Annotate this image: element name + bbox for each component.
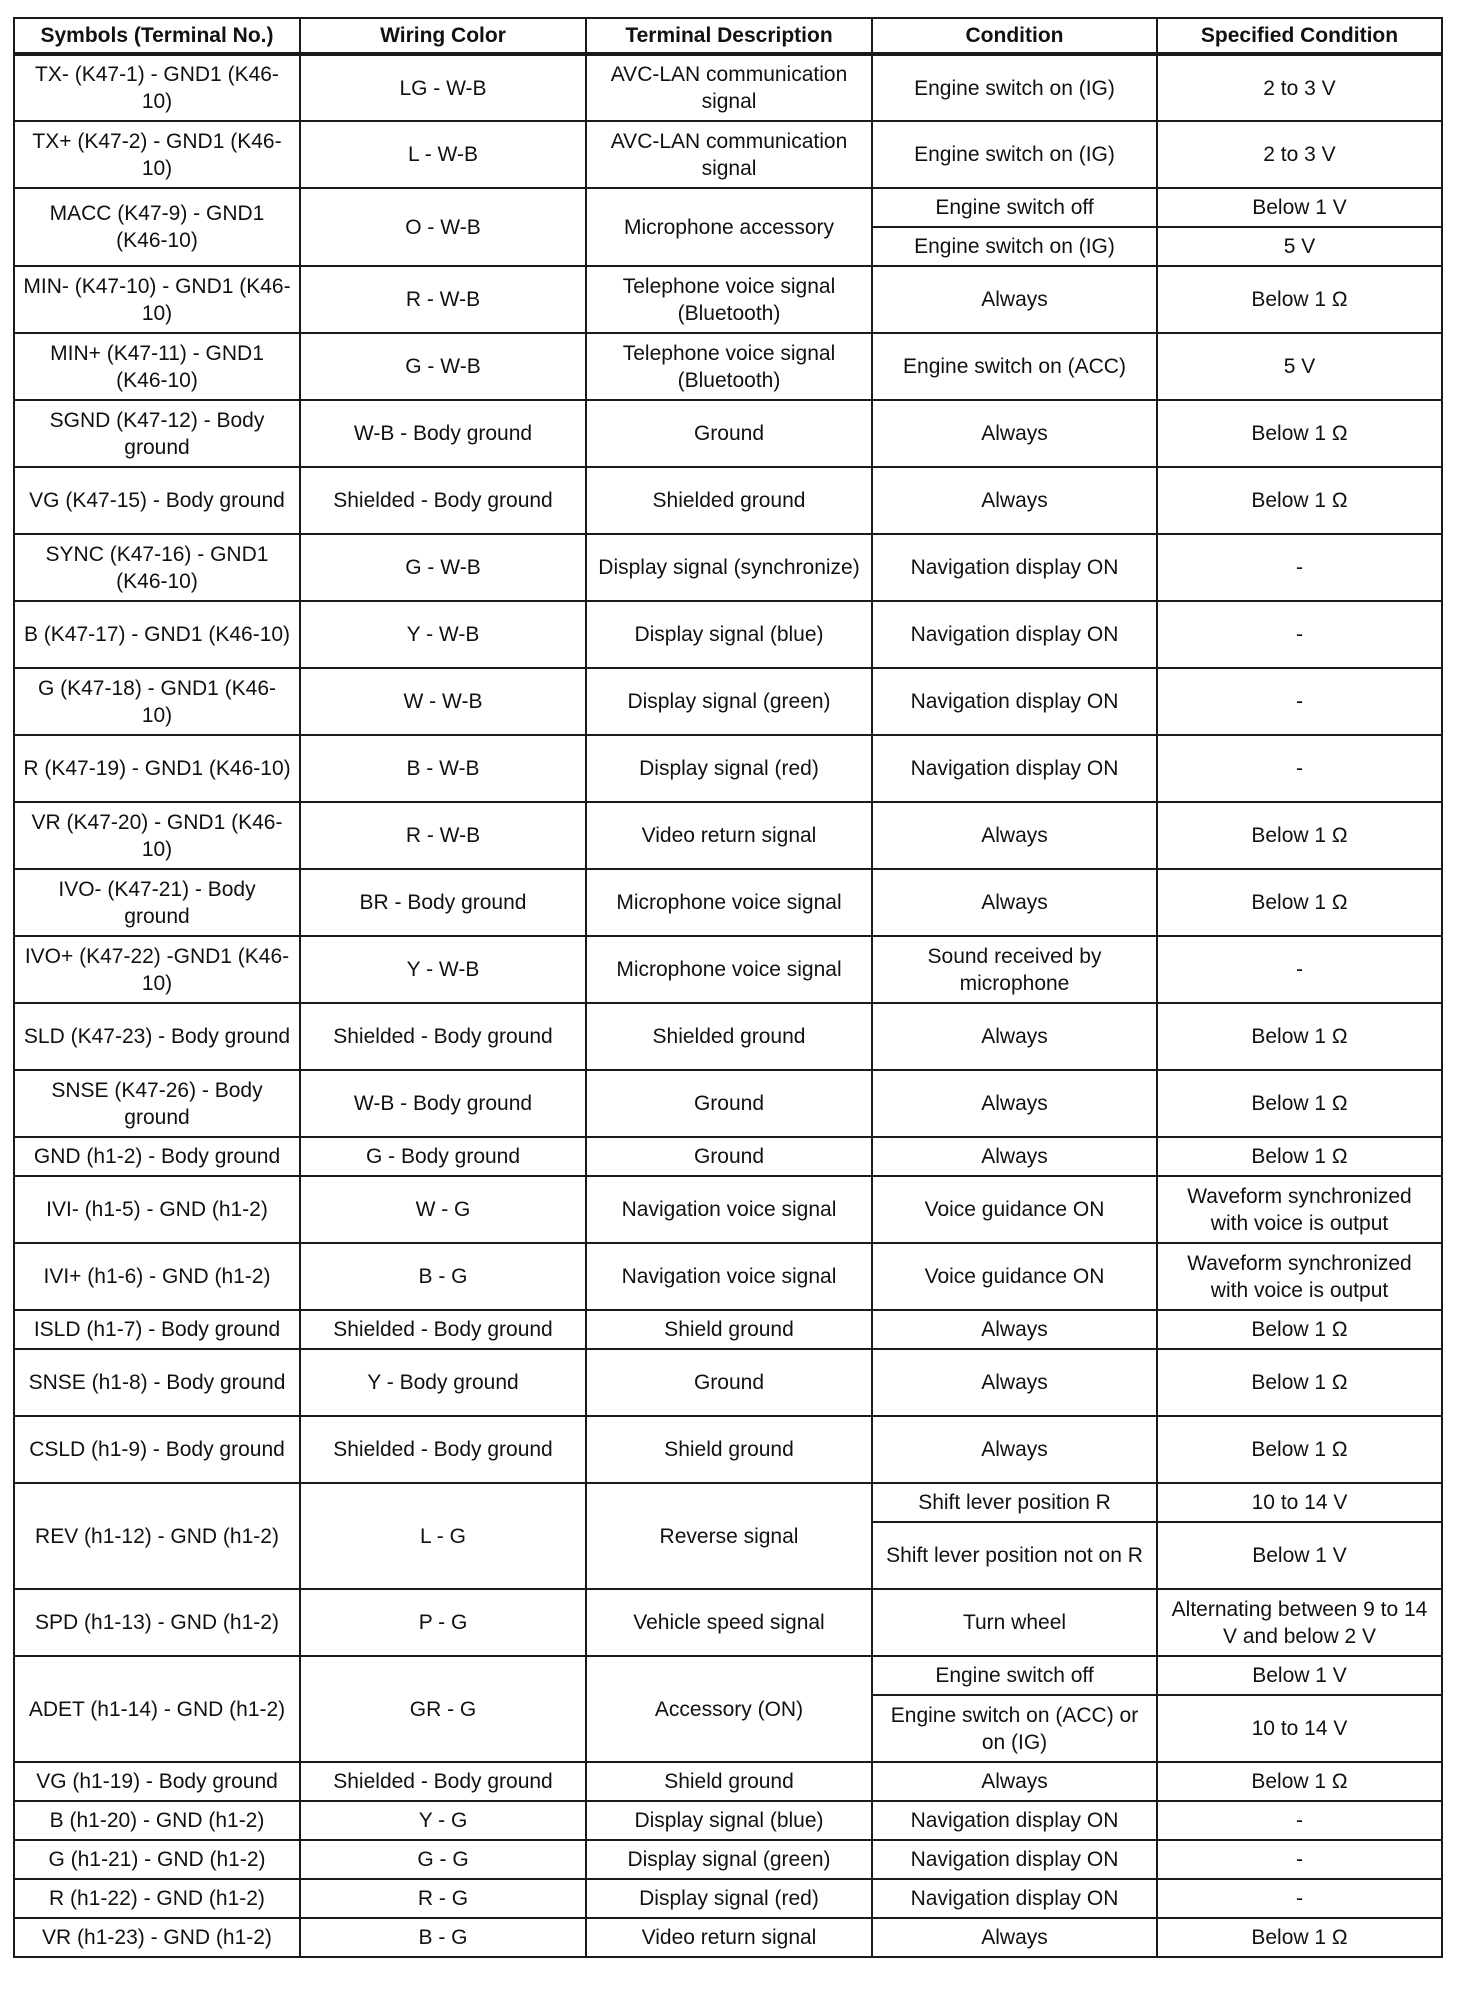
condition-cell: Navigation display ON	[872, 1879, 1157, 1918]
symbol-cell: ISLD (h1-7) - Body ground	[14, 1310, 300, 1349]
symbol-cell: VG (K47-15) - Body ground	[14, 467, 300, 534]
condition-cell: Voice guidance ON	[872, 1176, 1157, 1243]
condition-cell: Navigation display ON	[872, 1840, 1157, 1879]
terminal-description-cell: Video return signal	[586, 802, 872, 869]
symbol-cell: G (h1-21) - GND (h1-2)	[14, 1840, 300, 1879]
symbol-cell: REV (h1-12) - GND (h1-2)	[14, 1483, 300, 1589]
wiring-color-cell: Y - W-B	[300, 936, 586, 1003]
specified-condition-cell: Below 1 V	[1157, 1522, 1442, 1589]
terminal-description-cell: Ground	[586, 1349, 872, 1416]
condition-cell: Turn wheel	[872, 1589, 1157, 1656]
symbol-cell: SPD (h1-13) - GND (h1-2)	[14, 1589, 300, 1656]
specified-condition-cell: Waveform synchronized with voice is output	[1157, 1243, 1442, 1310]
table-row	[14, 1003, 1442, 1070]
table-row	[14, 1310, 1442, 1349]
header-wiring-color: Wiring Color	[300, 18, 586, 54]
table-row	[14, 936, 1442, 1003]
specified-condition-cell: 5 V	[1157, 333, 1442, 400]
wiring-color-cell: G - Body ground	[300, 1137, 586, 1176]
terminal-description-cell: Display signal (green)	[586, 1840, 872, 1879]
wiring-color-cell: R - G	[300, 1879, 586, 1918]
symbol-cell: SYNC (K47-16) - GND1 (K46-10)	[14, 534, 300, 601]
condition-cell: Always	[872, 802, 1157, 869]
specified-condition-cell: Below 1 V	[1157, 1656, 1442, 1695]
condition-cell: Navigation display ON	[872, 735, 1157, 802]
table-row	[14, 735, 1442, 802]
wiring-color-cell: Y - W-B	[300, 601, 586, 668]
terminal-description-cell: Display signal (blue)	[586, 1801, 872, 1840]
specified-condition-cell: Waveform synchronized with voice is output	[1157, 1176, 1442, 1243]
specified-condition-cell: 2 to 3 V	[1157, 54, 1442, 121]
wiring-color-cell: B - W-B	[300, 735, 586, 802]
specified-condition-cell: Below 1 V	[1157, 188, 1442, 227]
wiring-color-cell: Shielded - Body ground	[300, 467, 586, 534]
terminal-description-cell: Shield ground	[586, 1762, 872, 1801]
table-row	[14, 802, 1442, 869]
condition-cell: Always	[872, 869, 1157, 936]
condition-cell: Always	[872, 1762, 1157, 1801]
specified-condition-cell: Below 1 Ω	[1157, 1416, 1442, 1483]
header-row	[14, 18, 1442, 54]
terminal-description-cell: Shielded ground	[586, 467, 872, 534]
symbol-cell: VR (h1-23) - GND (h1-2)	[14, 1918, 300, 1957]
wiring-color-cell: W - G	[300, 1176, 586, 1243]
symbol-cell: MIN- (K47-10) - GND1 (K46-10)	[14, 266, 300, 333]
specified-condition-cell: Below 1 Ω	[1157, 869, 1442, 936]
specified-condition-cell: -	[1157, 601, 1442, 668]
specified-condition-cell: Below 1 Ω	[1157, 1003, 1442, 1070]
specified-condition-cell: Below 1 Ω	[1157, 1918, 1442, 1957]
condition-cell: Navigation display ON	[872, 668, 1157, 735]
symbol-cell: G (K47-18) - GND1 (K46-10)	[14, 668, 300, 735]
table-row	[14, 1349, 1442, 1416]
table-row	[14, 1070, 1442, 1137]
terminal-description-cell: Ground	[586, 1070, 872, 1137]
condition-cell: Always	[872, 1918, 1157, 1957]
specified-condition-cell: -	[1157, 735, 1442, 802]
specified-condition-cell: Alternating between 9 to 14 V and below 2 V	[1157, 1589, 1442, 1656]
terminal-description-cell: Microphone voice signal	[586, 869, 872, 936]
wiring-color-cell: R - W-B	[300, 266, 586, 333]
condition-cell: Always	[872, 1416, 1157, 1483]
specified-condition-cell: -	[1157, 668, 1442, 735]
terminal-description-cell: Shield ground	[586, 1416, 872, 1483]
table-row	[14, 1416, 1442, 1483]
wiring-color-cell: Shielded - Body ground	[300, 1310, 586, 1349]
wiring-color-cell: Y - Body ground	[300, 1349, 586, 1416]
symbol-cell: GND (h1-2) - Body ground	[14, 1137, 300, 1176]
terminal-description-cell: Ground	[586, 400, 872, 467]
condition-cell: Always	[872, 1349, 1157, 1416]
wiring-color-cell: B - G	[300, 1918, 586, 1957]
wiring-color-cell: W - W-B	[300, 668, 586, 735]
specified-condition-cell: Below 1 Ω	[1157, 1762, 1442, 1801]
specified-condition-cell: -	[1157, 1840, 1442, 1879]
condition-cell: Engine switch on (IG)	[872, 227, 1157, 266]
table-row	[14, 601, 1442, 668]
wiring-color-cell: G - G	[300, 1840, 586, 1879]
table-row	[14, 1918, 1442, 1957]
specified-condition-cell: Below 1 Ω	[1157, 400, 1442, 467]
wiring-color-cell: P - G	[300, 1589, 586, 1656]
condition-cell: Navigation display ON	[872, 534, 1157, 601]
table-row	[14, 121, 1442, 188]
terminal-description-cell: Microphone voice signal	[586, 936, 872, 1003]
condition-cell: Always	[872, 467, 1157, 534]
table-row	[14, 1801, 1442, 1840]
wiring-color-cell: R - W-B	[300, 802, 586, 869]
condition-cell: Always	[872, 400, 1157, 467]
wiring-color-cell: GR - G	[300, 1656, 586, 1762]
specified-condition-cell: Below 1 Ω	[1157, 1070, 1442, 1137]
wiring-color-cell: Shielded - Body ground	[300, 1762, 586, 1801]
table-row	[14, 1656, 1442, 1695]
symbol-cell: IVI+ (h1-6) - GND (h1-2)	[14, 1243, 300, 1310]
wiring-color-cell: Y - G	[300, 1801, 586, 1840]
table-row	[14, 534, 1442, 601]
terminal-description-cell: AVC-LAN communication signal	[586, 54, 872, 121]
condition-cell: Always	[872, 1310, 1157, 1349]
specified-condition-cell: -	[1157, 534, 1442, 601]
symbol-cell: IVO- (K47-21) - Body ground	[14, 869, 300, 936]
condition-cell: Always	[872, 1070, 1157, 1137]
condition-cell: Engine switch off	[872, 188, 1157, 227]
wiring-color-cell: B - G	[300, 1243, 586, 1310]
table-row	[14, 668, 1442, 735]
wiring-color-cell: G - W-B	[300, 534, 586, 601]
terminal-description-cell: Vehicle speed signal	[586, 1589, 872, 1656]
header-terminal-description: Terminal Description	[586, 18, 872, 54]
specified-condition-cell: 10 to 14 V	[1157, 1483, 1442, 1522]
table-row	[14, 869, 1442, 936]
specified-condition-cell: 5 V	[1157, 227, 1442, 266]
condition-cell: Voice guidance ON	[872, 1243, 1157, 1310]
wiring-color-cell: LG - W-B	[300, 54, 586, 121]
table-row	[14, 400, 1442, 467]
table-row	[14, 54, 1442, 121]
wiring-color-cell: L - W-B	[300, 121, 586, 188]
table-row	[14, 1176, 1442, 1243]
wiring-color-cell: BR - Body ground	[300, 869, 586, 936]
terminal-description-cell: Display signal (synchronize)	[586, 534, 872, 601]
table-row	[14, 1137, 1442, 1176]
table-row	[14, 1879, 1442, 1918]
specified-condition-cell: 10 to 14 V	[1157, 1695, 1442, 1762]
terminal-description-cell: Navigation voice signal	[586, 1176, 872, 1243]
symbol-cell: MACC (K47-9) - GND1 (K46-10)	[14, 188, 300, 266]
wiring-color-cell: G - W-B	[300, 333, 586, 400]
wiring-color-cell: O - W-B	[300, 188, 586, 266]
terminal-description-cell: AVC-LAN communication signal	[586, 121, 872, 188]
specified-condition-cell: 2 to 3 V	[1157, 121, 1442, 188]
specified-condition-cell: Below 1 Ω	[1157, 467, 1442, 534]
terminal-description-cell: Navigation voice signal	[586, 1243, 872, 1310]
symbol-cell: R (K47-19) - GND1 (K46-10)	[14, 735, 300, 802]
condition-cell: Engine switch on (IG)	[872, 121, 1157, 188]
symbol-cell: B (K47-17) - GND1 (K46-10)	[14, 601, 300, 668]
symbol-cell: TX- (K47-1) - GND1 (K46-10)	[14, 54, 300, 121]
symbol-cell: CSLD (h1-9) - Body ground	[14, 1416, 300, 1483]
specified-condition-cell: Below 1 Ω	[1157, 1349, 1442, 1416]
table-row	[14, 467, 1442, 534]
symbol-cell: VR (K47-20) - GND1 (K46-10)	[14, 802, 300, 869]
condition-cell: Shift lever position R	[872, 1483, 1157, 1522]
condition-cell: Engine switch on (ACC)	[872, 333, 1157, 400]
wiring-color-cell: L - G	[300, 1483, 586, 1589]
symbol-cell: IVI- (h1-5) - GND (h1-2)	[14, 1176, 300, 1243]
condition-cell: Shift lever position not on R	[872, 1522, 1157, 1589]
condition-cell: Always	[872, 266, 1157, 333]
terminal-description-cell: Accessory (ON)	[586, 1656, 872, 1762]
table-row	[14, 1762, 1442, 1801]
symbol-cell: SGND (K47-12) - Body ground	[14, 400, 300, 467]
terminal-description-cell: Ground	[586, 1137, 872, 1176]
specified-condition-cell: Below 1 Ω	[1157, 802, 1442, 869]
terminal-description-cell: Telephone voice signal (Bluetooth)	[586, 333, 872, 400]
terminal-description-cell: Shielded ground	[586, 1003, 872, 1070]
terminal-description-cell: Display signal (red)	[586, 735, 872, 802]
terminal-description-cell: Reverse signal	[586, 1483, 872, 1589]
condition-cell: Engine switch on (IG)	[872, 54, 1157, 121]
table-row	[14, 1243, 1442, 1310]
condition-cell: Always	[872, 1003, 1157, 1070]
condition-cell: Engine switch off	[872, 1656, 1157, 1695]
specified-condition-cell: -	[1157, 1801, 1442, 1840]
condition-cell: Navigation display ON	[872, 1801, 1157, 1840]
specified-condition-cell: Below 1 Ω	[1157, 266, 1442, 333]
terminal-description-cell: Microphone accessory	[586, 188, 872, 266]
specified-condition-cell: Below 1 Ω	[1157, 1310, 1442, 1349]
wiring-color-cell: W-B - Body ground	[300, 1070, 586, 1137]
symbol-cell: VG (h1-19) - Body ground	[14, 1762, 300, 1801]
table-row	[14, 1483, 1442, 1522]
wiring-color-cell: Shielded - Body ground	[300, 1416, 586, 1483]
symbol-cell: B (h1-20) - GND (h1-2)	[14, 1801, 300, 1840]
terminal-spec-document	[13, 17, 1441, 1958]
header-symbols: Symbols (Terminal No.)	[14, 18, 300, 54]
specified-condition-cell: -	[1157, 936, 1442, 1003]
symbol-cell: SNSE (K47-26) - Body ground	[14, 1070, 300, 1137]
terminal-description-cell: Display signal (red)	[586, 1879, 872, 1918]
terminal-description-cell: Video return signal	[586, 1918, 872, 1957]
condition-cell: Navigation display ON	[872, 601, 1157, 668]
specified-condition-cell: -	[1157, 1879, 1442, 1918]
table-row	[14, 266, 1442, 333]
condition-cell: Sound received by microphone	[872, 936, 1157, 1003]
terminal-description-cell: Display signal (blue)	[586, 601, 872, 668]
table-row	[14, 1840, 1442, 1879]
condition-cell: Always	[872, 1137, 1157, 1176]
table-row	[14, 1589, 1442, 1656]
wiring-color-cell: W-B - Body ground	[300, 400, 586, 467]
condition-cell: Engine switch on (ACC) or on (IG)	[872, 1695, 1157, 1762]
symbol-cell: SNSE (h1-8) - Body ground	[14, 1349, 300, 1416]
header-condition: Condition	[872, 18, 1157, 54]
terminal-description-cell: Display signal (green)	[586, 668, 872, 735]
terminal-description-cell: Telephone voice signal (Bluetooth)	[586, 266, 872, 333]
symbol-cell: R (h1-22) - GND (h1-2)	[14, 1879, 300, 1918]
specified-condition-cell: Below 1 Ω	[1157, 1137, 1442, 1176]
symbol-cell: ADET (h1-14) - GND (h1-2)	[14, 1656, 300, 1762]
terminal-spec-table	[13, 17, 1443, 1958]
header-specified-condition: Specified Condition	[1157, 18, 1442, 54]
symbol-cell: SLD (K47-23) - Body ground	[14, 1003, 300, 1070]
symbol-cell: MIN+ (K47-11) - GND1 (K46-10)	[14, 333, 300, 400]
symbol-cell: TX+ (K47-2) - GND1 (K46-10)	[14, 121, 300, 188]
wiring-color-cell: Shielded - Body ground	[300, 1003, 586, 1070]
symbol-cell: IVO+ (K47-22) -GND1 (K46-10)	[14, 936, 300, 1003]
table-row	[14, 333, 1442, 400]
terminal-description-cell: Shield ground	[586, 1310, 872, 1349]
table-row	[14, 188, 1442, 227]
table-body	[14, 54, 1442, 1957]
